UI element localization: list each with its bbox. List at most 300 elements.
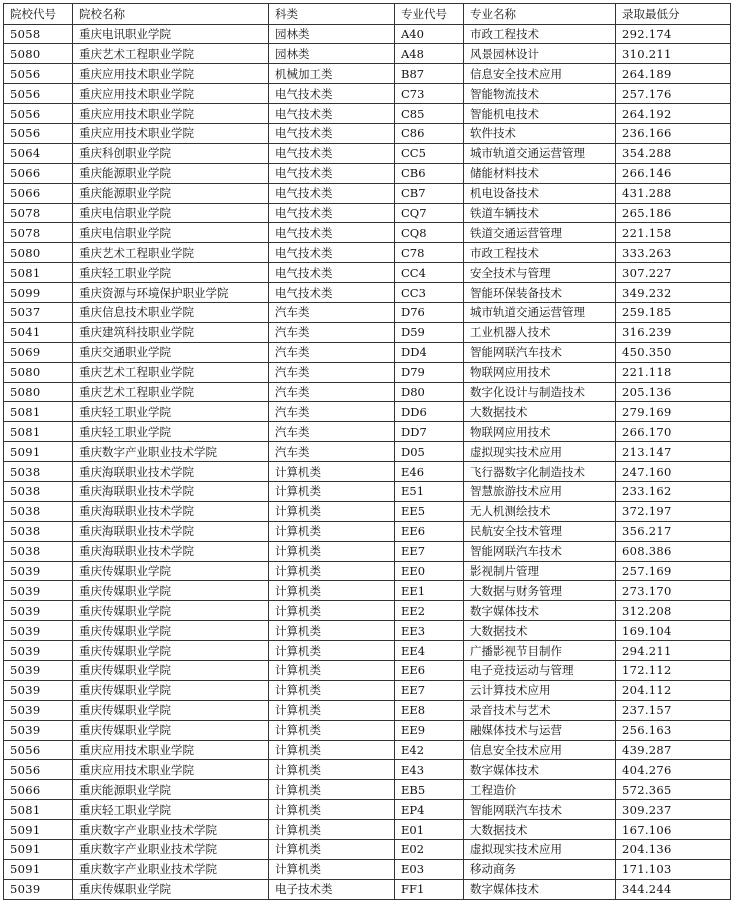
table-row xyxy=(4,561,731,581)
school-code-cell: 5039 xyxy=(4,680,73,700)
school-name-cell: 重庆电信职业学院 xyxy=(73,223,269,243)
major-code-cell: EB5 xyxy=(395,780,464,800)
header-school-code: 院校代号 xyxy=(4,4,73,25)
school-code-cell: 5056 xyxy=(4,760,73,780)
min-score-cell: 257.176 xyxy=(616,84,731,104)
school-code-cell: 5069 xyxy=(4,342,73,362)
major-code-cell: EE2 xyxy=(395,601,464,621)
school-code-cell: 5056 xyxy=(4,740,73,760)
major-name-cell: 飞行器数字化制造技术 xyxy=(464,462,616,482)
category-cell: 电气技术类 xyxy=(269,104,395,124)
major-code-cell: EE6 xyxy=(395,521,464,541)
min-score-cell: 266.170 xyxy=(616,422,731,442)
min-score-cell: 213.147 xyxy=(616,442,731,462)
admission-score-table xyxy=(3,3,731,900)
school-code-cell: 5080 xyxy=(4,382,73,402)
major-code-cell: B87 xyxy=(395,64,464,84)
category-cell: 计算机类 xyxy=(269,740,395,760)
school-code-cell: 5056 xyxy=(4,104,73,124)
school-code-cell: 5066 xyxy=(4,183,73,203)
category-cell: 计算机类 xyxy=(269,501,395,521)
school-name-cell: 重庆海联职业技术学院 xyxy=(73,481,269,501)
table-row xyxy=(4,402,731,422)
school-code-cell: 5038 xyxy=(4,481,73,501)
category-cell: 计算机类 xyxy=(269,760,395,780)
school-name-cell: 重庆艺术工程职业学院 xyxy=(73,382,269,402)
min-score-cell: 439.287 xyxy=(616,740,731,760)
table-row xyxy=(4,820,731,840)
table-row xyxy=(4,362,731,382)
school-code-cell: 5058 xyxy=(4,24,73,44)
min-score-cell: 204.112 xyxy=(616,680,731,700)
school-name-cell: 重庆应用技术职业学院 xyxy=(73,740,269,760)
min-score-cell: 294.211 xyxy=(616,641,731,661)
major-code-cell: EP4 xyxy=(395,800,464,820)
category-cell: 电气技术类 xyxy=(269,223,395,243)
major-name-cell: 城市轨道交通运营管理 xyxy=(464,143,616,163)
category-cell: 园林类 xyxy=(269,24,395,44)
major-name-cell: 虚拟现实技术应用 xyxy=(464,840,616,860)
school-code-cell: 5039 xyxy=(4,720,73,740)
major-name-cell: 城市轨道交通运营管理 xyxy=(464,302,616,322)
major-code-cell: EE4 xyxy=(395,641,464,661)
table-row xyxy=(4,183,731,203)
major-name-cell: 大数据与财务管理 xyxy=(464,581,616,601)
major-code-cell: E51 xyxy=(395,481,464,501)
school-name-cell: 重庆应用技术职业学院 xyxy=(73,64,269,84)
school-code-cell: 5066 xyxy=(4,780,73,800)
min-score-cell: 221.118 xyxy=(616,362,731,382)
school-name-cell: 重庆数字产业职业技术学院 xyxy=(73,820,269,840)
school-name-cell: 重庆传媒职业学院 xyxy=(73,621,269,641)
min-score-cell: 221.158 xyxy=(616,223,731,243)
major-name-cell: 智慧旅游技术应用 xyxy=(464,481,616,501)
category-cell: 汽车类 xyxy=(269,422,395,442)
category-cell: 电气技术类 xyxy=(269,243,395,263)
major-name-cell: 智能环保装备技术 xyxy=(464,283,616,303)
min-score-cell: 247.160 xyxy=(616,462,731,482)
school-name-cell: 重庆轻工职业学院 xyxy=(73,800,269,820)
major-name-cell: 移动商务 xyxy=(464,859,616,879)
school-name-cell: 重庆能源职业学院 xyxy=(73,163,269,183)
min-score-cell: 307.227 xyxy=(616,263,731,283)
table-row xyxy=(4,302,731,322)
table-row xyxy=(4,501,731,521)
school-code-cell: 5081 xyxy=(4,422,73,442)
major-name-cell: 电子竞技运动与管理 xyxy=(464,661,616,681)
school-code-cell: 5091 xyxy=(4,442,73,462)
school-name-cell: 重庆传媒职业学院 xyxy=(73,680,269,700)
major-code-cell: C86 xyxy=(395,123,464,143)
table-row xyxy=(4,859,731,879)
category-cell: 计算机类 xyxy=(269,720,395,740)
major-name-cell: 储能材料技术 xyxy=(464,163,616,183)
major-name-cell: 安全技术与管理 xyxy=(464,263,616,283)
category-cell: 电气技术类 xyxy=(269,283,395,303)
table-row xyxy=(4,382,731,402)
table-body xyxy=(4,24,731,899)
category-cell: 电气技术类 xyxy=(269,163,395,183)
major-code-cell: EE5 xyxy=(395,501,464,521)
category-cell: 电气技术类 xyxy=(269,263,395,283)
major-name-cell: 市政工程技术 xyxy=(464,243,616,263)
category-cell: 计算机类 xyxy=(269,521,395,541)
school-name-cell: 重庆应用技术职业学院 xyxy=(73,123,269,143)
major-code-cell: FF1 xyxy=(395,879,464,899)
table-row xyxy=(4,24,731,44)
table-row xyxy=(4,442,731,462)
min-score-cell: 171.103 xyxy=(616,859,731,879)
min-score-cell: 450.350 xyxy=(616,342,731,362)
school-name-cell: 重庆海联职业技术学院 xyxy=(73,501,269,521)
school-name-cell: 重庆艺术工程职业学院 xyxy=(73,243,269,263)
table-row xyxy=(4,243,731,263)
table-row xyxy=(4,322,731,342)
school-name-cell: 重庆传媒职业学院 xyxy=(73,720,269,740)
category-cell: 计算机类 xyxy=(269,661,395,681)
min-score-cell: 372.197 xyxy=(616,501,731,521)
school-code-cell: 5038 xyxy=(4,501,73,521)
table-row xyxy=(4,541,731,561)
major-code-cell: EE1 xyxy=(395,581,464,601)
table-row xyxy=(4,203,731,223)
school-code-cell: 5080 xyxy=(4,243,73,263)
min-score-cell: 169.104 xyxy=(616,621,731,641)
category-cell: 计算机类 xyxy=(269,621,395,641)
table-header xyxy=(4,4,731,25)
min-score-cell: 404.276 xyxy=(616,760,731,780)
school-name-cell: 重庆轻工职业学院 xyxy=(73,263,269,283)
category-cell: 计算机类 xyxy=(269,641,395,661)
min-score-cell: 356.217 xyxy=(616,521,731,541)
school-code-cell: 5056 xyxy=(4,64,73,84)
school-code-cell: 5081 xyxy=(4,402,73,422)
category-cell: 计算机类 xyxy=(269,859,395,879)
school-name-cell: 重庆海联职业技术学院 xyxy=(73,462,269,482)
major-code-cell: D59 xyxy=(395,322,464,342)
school-name-cell: 重庆应用技术职业学院 xyxy=(73,84,269,104)
category-cell: 计算机类 xyxy=(269,541,395,561)
min-score-cell: 292.174 xyxy=(616,24,731,44)
table-row xyxy=(4,700,731,720)
category-cell: 电气技术类 xyxy=(269,143,395,163)
header-major-name: 专业名称 xyxy=(464,4,616,25)
table-row xyxy=(4,44,731,64)
major-code-cell: DD4 xyxy=(395,342,464,362)
major-code-cell: E42 xyxy=(395,740,464,760)
category-cell: 计算机类 xyxy=(269,561,395,581)
major-code-cell: C85 xyxy=(395,104,464,124)
category-cell: 汽车类 xyxy=(269,322,395,342)
admission-score-sheet xyxy=(3,3,730,900)
major-name-cell: 工业机器人技术 xyxy=(464,322,616,342)
min-score-cell: 316.239 xyxy=(616,322,731,342)
min-score-cell: 309.237 xyxy=(616,800,731,820)
min-score-cell: 266.146 xyxy=(616,163,731,183)
major-code-cell: CB6 xyxy=(395,163,464,183)
min-score-cell: 279.169 xyxy=(616,402,731,422)
school-name-cell: 重庆传媒职业学院 xyxy=(73,879,269,899)
school-code-cell: 5080 xyxy=(4,362,73,382)
table-row xyxy=(4,621,731,641)
min-score-cell: 312.208 xyxy=(616,601,731,621)
min-score-cell: 264.192 xyxy=(616,104,731,124)
school-name-cell: 重庆能源职业学院 xyxy=(73,183,269,203)
major-name-cell: 铁道车辆技术 xyxy=(464,203,616,223)
table-row xyxy=(4,422,731,442)
school-name-cell: 重庆海联职业技术学院 xyxy=(73,541,269,561)
category-cell: 汽车类 xyxy=(269,442,395,462)
school-code-cell: 5039 xyxy=(4,879,73,899)
school-name-cell: 重庆传媒职业学院 xyxy=(73,700,269,720)
category-cell: 计算机类 xyxy=(269,800,395,820)
school-code-cell: 5037 xyxy=(4,302,73,322)
major-name-cell: 智能物流技术 xyxy=(464,84,616,104)
school-code-cell: 5039 xyxy=(4,581,73,601)
major-code-cell: CC3 xyxy=(395,283,464,303)
category-cell: 汽车类 xyxy=(269,402,395,422)
category-cell: 汽车类 xyxy=(269,302,395,322)
min-score-cell: 256.163 xyxy=(616,720,731,740)
major-code-cell: E02 xyxy=(395,840,464,860)
min-score-cell: 236.166 xyxy=(616,123,731,143)
major-code-cell: EE3 xyxy=(395,621,464,641)
min-score-cell: 572.365 xyxy=(616,780,731,800)
category-cell: 计算机类 xyxy=(269,601,395,621)
major-code-cell: A48 xyxy=(395,44,464,64)
major-name-cell: 智能网联汽车技术 xyxy=(464,342,616,362)
table-row xyxy=(4,740,731,760)
table-row xyxy=(4,84,731,104)
category-cell: 计算机类 xyxy=(269,780,395,800)
min-score-cell: 204.136 xyxy=(616,840,731,860)
major-name-cell: 软件技术 xyxy=(464,123,616,143)
school-code-cell: 5081 xyxy=(4,263,73,283)
category-cell: 计算机类 xyxy=(269,481,395,501)
min-score-cell: 257.169 xyxy=(616,561,731,581)
table-row xyxy=(4,581,731,601)
school-name-cell: 重庆海联职业技术学院 xyxy=(73,521,269,541)
school-code-cell: 5091 xyxy=(4,840,73,860)
table-row xyxy=(4,780,731,800)
school-code-cell: 5064 xyxy=(4,143,73,163)
major-name-cell: 智能网联汽车技术 xyxy=(464,541,616,561)
min-score-cell: 237.157 xyxy=(616,700,731,720)
school-code-cell: 5056 xyxy=(4,123,73,143)
school-code-cell: 5038 xyxy=(4,521,73,541)
major-code-cell: C78 xyxy=(395,243,464,263)
major-name-cell: 数字媒体技术 xyxy=(464,601,616,621)
header-school-name: 院校名称 xyxy=(73,4,269,25)
major-code-cell: E43 xyxy=(395,760,464,780)
major-name-cell: 智能机电技术 xyxy=(464,104,616,124)
major-name-cell: 大数据技术 xyxy=(464,621,616,641)
school-code-cell: 5080 xyxy=(4,44,73,64)
category-cell: 计算机类 xyxy=(269,840,395,860)
min-score-cell: 310.211 xyxy=(616,44,731,64)
min-score-cell: 608.386 xyxy=(616,541,731,561)
school-name-cell: 重庆轻工职业学院 xyxy=(73,422,269,442)
major-name-cell: 信息安全技术应用 xyxy=(464,740,616,760)
major-name-cell: 数字媒体技术 xyxy=(464,760,616,780)
major-code-cell: E01 xyxy=(395,820,464,840)
major-name-cell: 数字化设计与制造技术 xyxy=(464,382,616,402)
school-name-cell: 重庆能源职业学院 xyxy=(73,780,269,800)
school-name-cell: 重庆传媒职业学院 xyxy=(73,601,269,621)
school-code-cell: 5056 xyxy=(4,84,73,104)
school-code-cell: 5099 xyxy=(4,283,73,303)
major-name-cell: 融媒体技术与运营 xyxy=(464,720,616,740)
table-row xyxy=(4,163,731,183)
table-row xyxy=(4,840,731,860)
min-score-cell: 349.232 xyxy=(616,283,731,303)
category-cell: 汽车类 xyxy=(269,342,395,362)
min-score-cell: 431.288 xyxy=(616,183,731,203)
major-code-cell: EE7 xyxy=(395,541,464,561)
school-code-cell: 5078 xyxy=(4,223,73,243)
major-code-cell: D76 xyxy=(395,302,464,322)
major-code-cell: DD7 xyxy=(395,422,464,442)
major-name-cell: 广播影视节目制作 xyxy=(464,641,616,661)
category-cell: 计算机类 xyxy=(269,820,395,840)
min-score-cell: 273.170 xyxy=(616,581,731,601)
major-name-cell: 智能网联汽车技术 xyxy=(464,800,616,820)
table-row xyxy=(4,263,731,283)
school-name-cell: 重庆艺术工程职业学院 xyxy=(73,44,269,64)
major-name-cell: 机电设备技术 xyxy=(464,183,616,203)
table-row xyxy=(4,760,731,780)
school-name-cell: 重庆数字产业职业技术学院 xyxy=(73,442,269,462)
table-row xyxy=(4,879,731,899)
min-score-cell: 172.112 xyxy=(616,661,731,681)
school-name-cell: 重庆应用技术职业学院 xyxy=(73,104,269,124)
min-score-cell: 167.106 xyxy=(616,820,731,840)
school-name-cell: 重庆传媒职业学院 xyxy=(73,661,269,681)
table-row xyxy=(4,123,731,143)
major-code-cell: EE9 xyxy=(395,720,464,740)
header-row xyxy=(4,4,731,25)
table-row xyxy=(4,462,731,482)
category-cell: 计算机类 xyxy=(269,700,395,720)
major-code-cell: D05 xyxy=(395,442,464,462)
school-code-cell: 5039 xyxy=(4,641,73,661)
school-code-cell: 5039 xyxy=(4,561,73,581)
category-cell: 电气技术类 xyxy=(269,203,395,223)
major-name-cell: 铁道交通运营管理 xyxy=(464,223,616,243)
header-min-score: 录取最低分 xyxy=(616,4,731,25)
major-code-cell: DD6 xyxy=(395,402,464,422)
major-name-cell: 民航安全技术管理 xyxy=(464,521,616,541)
major-name-cell: 大数据技术 xyxy=(464,402,616,422)
major-code-cell: EE7 xyxy=(395,680,464,700)
major-code-cell: A40 xyxy=(395,24,464,44)
table-row xyxy=(4,143,731,163)
category-cell: 汽车类 xyxy=(269,362,395,382)
major-code-cell: EE8 xyxy=(395,700,464,720)
major-code-cell: E03 xyxy=(395,859,464,879)
table-row xyxy=(4,521,731,541)
table-row xyxy=(4,481,731,501)
school-code-cell: 5041 xyxy=(4,322,73,342)
major-name-cell: 虚拟现实技术应用 xyxy=(464,442,616,462)
table-row xyxy=(4,661,731,681)
school-code-cell: 5039 xyxy=(4,601,73,621)
major-code-cell: D80 xyxy=(395,382,464,402)
major-name-cell: 无人机测绘技术 xyxy=(464,501,616,521)
min-score-cell: 259.185 xyxy=(616,302,731,322)
major-name-cell: 大数据技术 xyxy=(464,820,616,840)
header-major-code: 专业代号 xyxy=(395,4,464,25)
min-score-cell: 344.244 xyxy=(616,879,731,899)
min-score-cell: 264.189 xyxy=(616,64,731,84)
major-name-cell: 云计算技术应用 xyxy=(464,680,616,700)
min-score-cell: 265.186 xyxy=(616,203,731,223)
school-name-cell: 重庆轻工职业学院 xyxy=(73,402,269,422)
school-name-cell: 重庆交通职业学院 xyxy=(73,342,269,362)
major-code-cell: CB7 xyxy=(395,183,464,203)
major-name-cell: 物联网应用技术 xyxy=(464,422,616,442)
major-code-cell: CQ8 xyxy=(395,223,464,243)
school-name-cell: 重庆数字产业职业技术学院 xyxy=(73,840,269,860)
major-name-cell: 信息安全技术应用 xyxy=(464,64,616,84)
major-name-cell: 物联网应用技术 xyxy=(464,362,616,382)
major-name-cell: 工程造价 xyxy=(464,780,616,800)
school-code-cell: 5066 xyxy=(4,163,73,183)
major-code-cell: CC4 xyxy=(395,263,464,283)
school-code-cell: 5039 xyxy=(4,700,73,720)
major-name-cell: 市政工程技术 xyxy=(464,24,616,44)
min-score-cell: 205.136 xyxy=(616,382,731,402)
school-code-cell: 5078 xyxy=(4,203,73,223)
min-score-cell: 354.288 xyxy=(616,143,731,163)
major-code-cell: CC5 xyxy=(395,143,464,163)
school-code-cell: 5038 xyxy=(4,541,73,561)
school-name-cell: 重庆资源与环境保护职业学院 xyxy=(73,283,269,303)
major-code-cell: EE6 xyxy=(395,661,464,681)
school-name-cell: 重庆信息技术职业学院 xyxy=(73,302,269,322)
table-row xyxy=(4,342,731,362)
table-row xyxy=(4,601,731,621)
major-code-cell: CQ7 xyxy=(395,203,464,223)
school-name-cell: 重庆传媒职业学院 xyxy=(73,641,269,661)
major-code-cell: D79 xyxy=(395,362,464,382)
school-name-cell: 重庆建筑科技职业学院 xyxy=(73,322,269,342)
major-code-cell: EE0 xyxy=(395,561,464,581)
school-code-cell: 5081 xyxy=(4,800,73,820)
school-name-cell: 重庆数字产业职业技术学院 xyxy=(73,859,269,879)
school-name-cell: 重庆传媒职业学院 xyxy=(73,581,269,601)
school-name-cell: 重庆应用技术职业学院 xyxy=(73,760,269,780)
table-row xyxy=(4,641,731,661)
min-score-cell: 333.263 xyxy=(616,243,731,263)
category-cell: 机械加工类 xyxy=(269,64,395,84)
school-code-cell: 5038 xyxy=(4,462,73,482)
major-code-cell: C73 xyxy=(395,84,464,104)
category-cell: 计算机类 xyxy=(269,462,395,482)
school-name-cell: 重庆艺术工程职业学院 xyxy=(73,362,269,382)
school-code-cell: 5039 xyxy=(4,661,73,681)
school-code-cell: 5039 xyxy=(4,621,73,641)
category-cell: 汽车类 xyxy=(269,382,395,402)
table-row xyxy=(4,104,731,124)
school-name-cell: 重庆电讯职业学院 xyxy=(73,24,269,44)
major-code-cell: E46 xyxy=(395,462,464,482)
category-cell: 电气技术类 xyxy=(269,183,395,203)
school-code-cell: 5091 xyxy=(4,820,73,840)
header-category: 科类 xyxy=(269,4,395,25)
table-row xyxy=(4,720,731,740)
table-row xyxy=(4,223,731,243)
